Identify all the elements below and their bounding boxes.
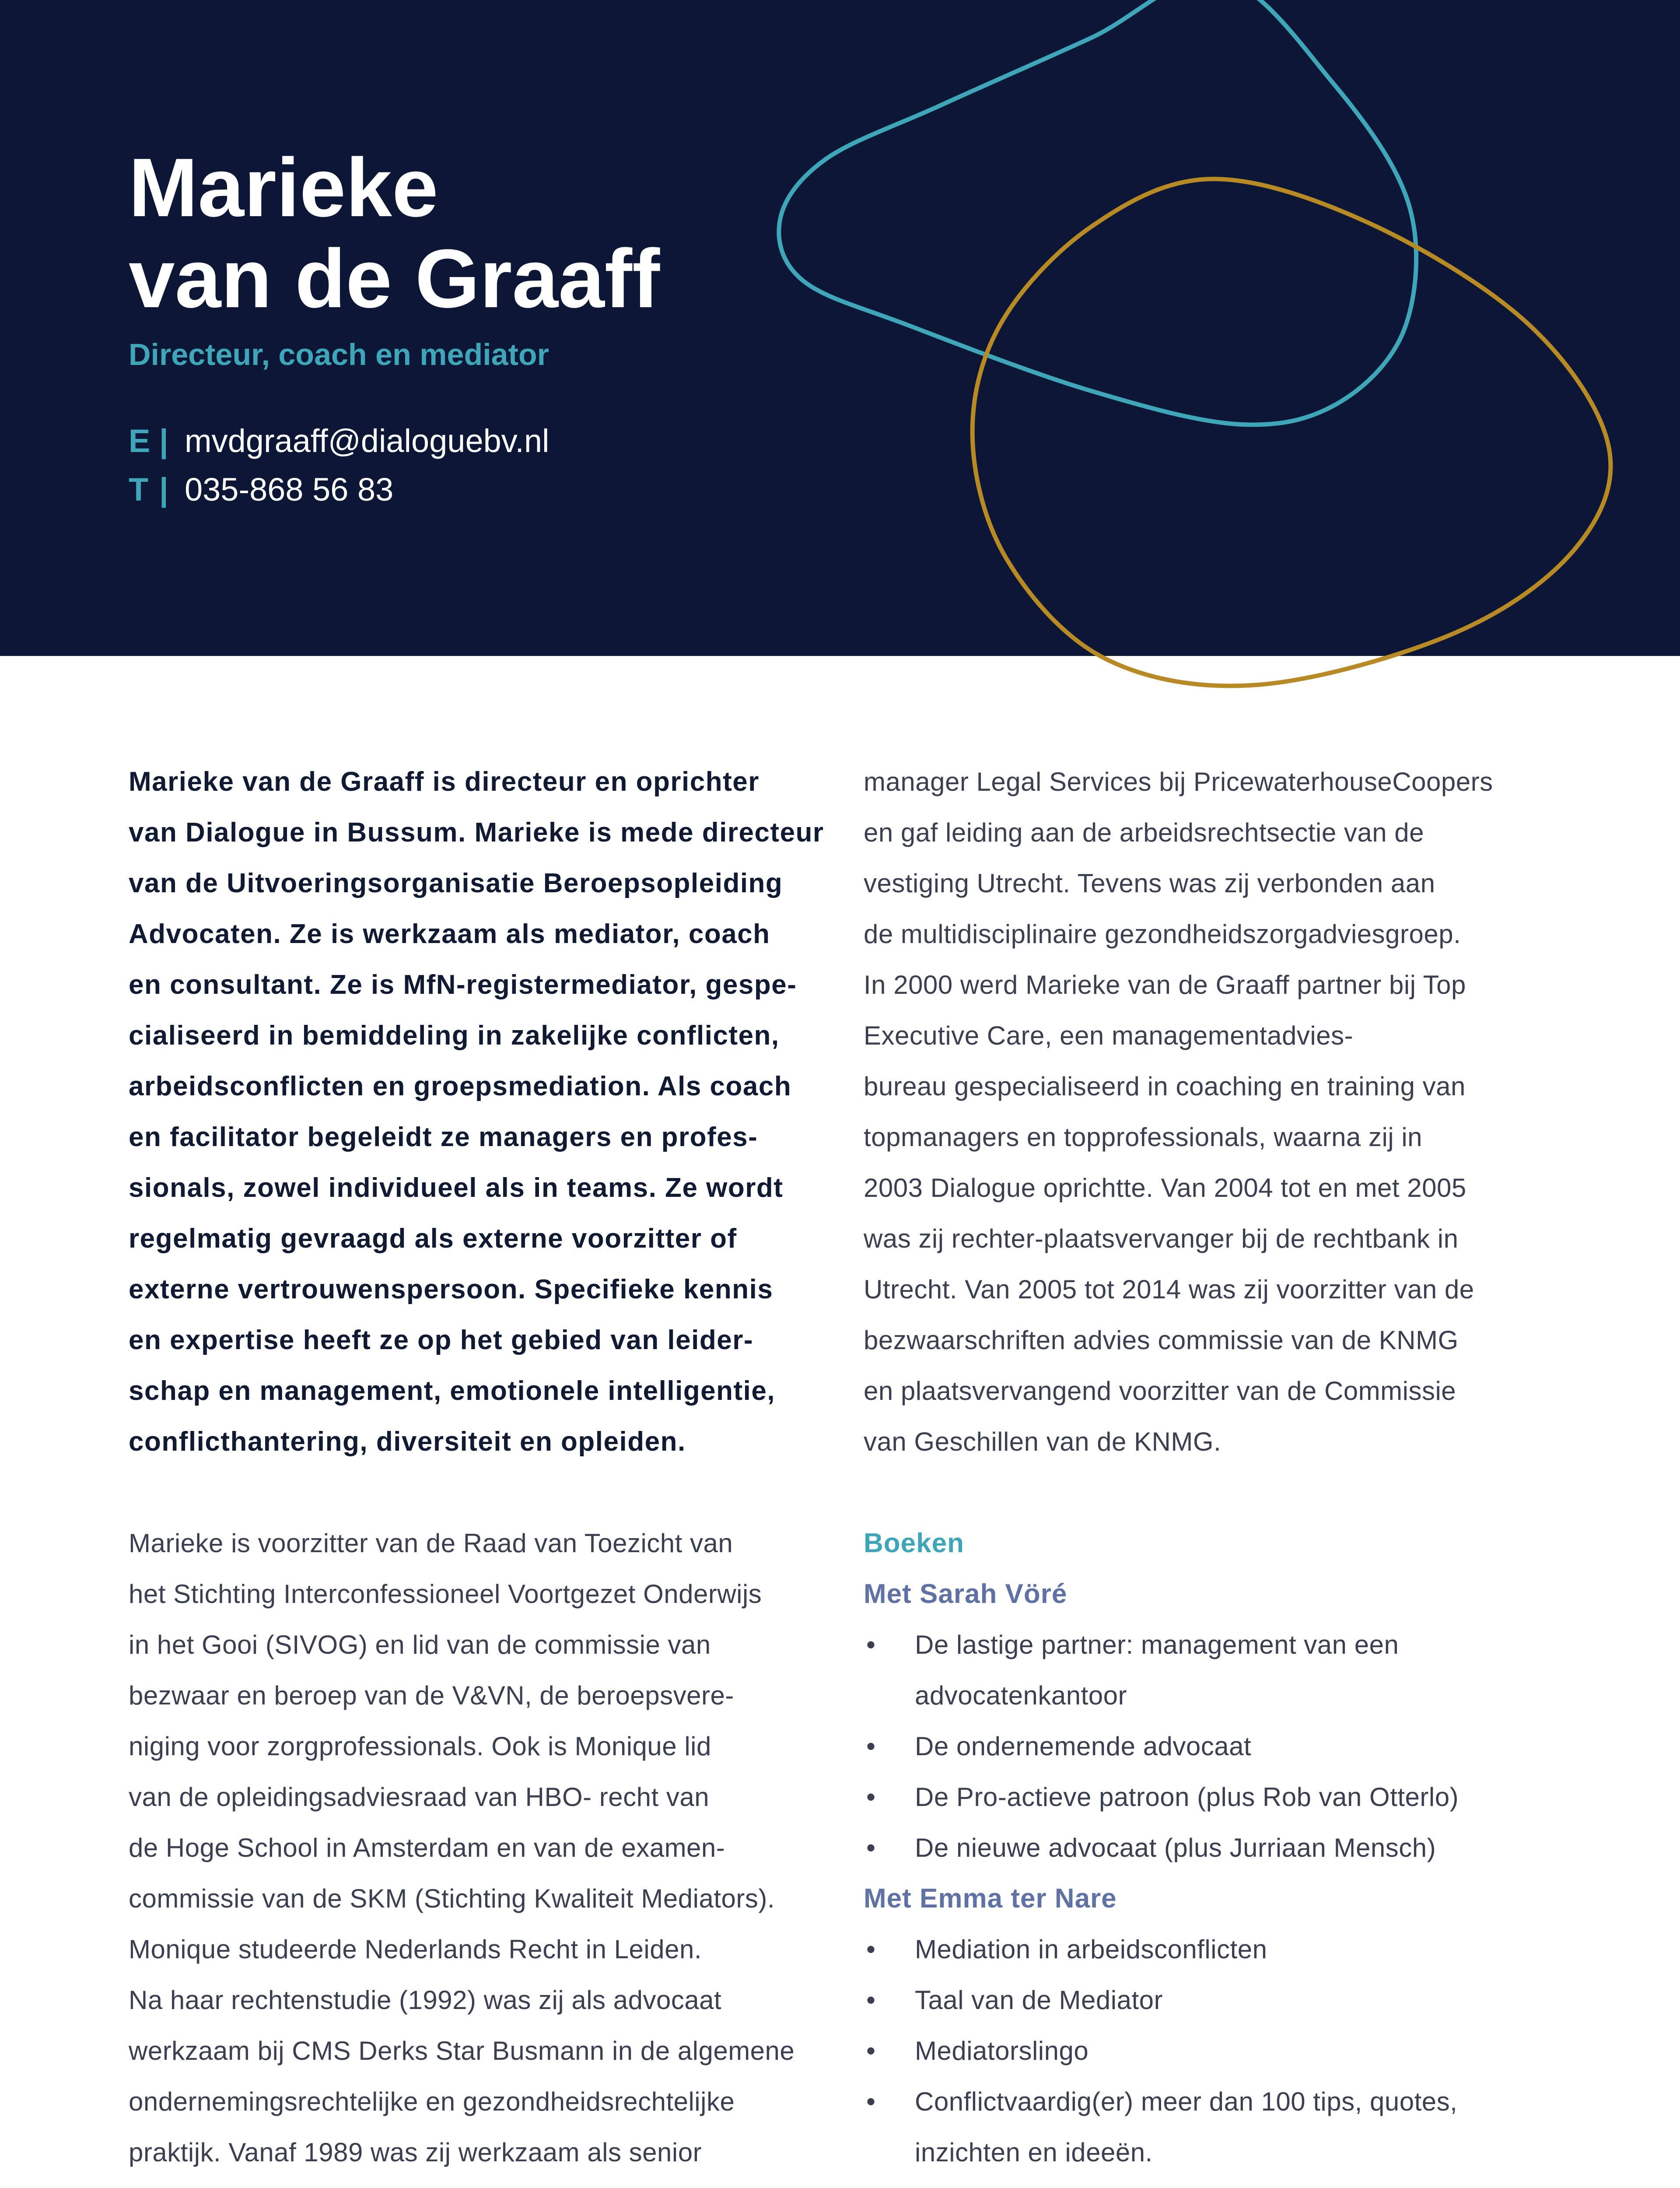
book-title-line: advocatenkantoor [915, 1681, 1127, 1710]
bio-line: topmanagers en topprofessionals, waarna zij in [864, 1122, 1423, 1152]
book-item [864, 1772, 1546, 1823]
book-title-line: inzichten en ideeën. [915, 2138, 1153, 2167]
bio-paragraph-right [864, 757, 1546, 1467]
separator: | [159, 423, 168, 459]
bio-line: vestiging Utrecht. Tevens was zij verbonden aan [864, 869, 1435, 898]
bullet-icon: • [866, 1732, 876, 1761]
intro-line: van de Uitvoeringsorganisatie Beroepsopleiding [129, 868, 783, 898]
books-heading: Boeken [864, 1528, 964, 1558]
bullet-icon: • [866, 1630, 876, 1659]
phone-number: 035-868 56 83 [185, 471, 394, 508]
book-title-line: De Pro-actieve patroon (plus Rob van Otterlo) [915, 1782, 1459, 1812]
contact-block [129, 417, 549, 514]
book-title-line: Mediatorslingo [915, 2036, 1089, 2065]
book-item [864, 1721, 1546, 1772]
book-group-heading: Met Emma ter Nare [864, 1883, 1117, 1914]
bio-line: het Stichting Interconfessioneel Voortgezet Onderwijs [129, 1579, 762, 1609]
book-title-line: Conflictvaardig(er) meer dan 100 tips, quotes, [915, 2087, 1458, 2116]
job-title: Directeur, coach en mediator [129, 337, 549, 372]
bio-line: Na haar rechtenstudie (1992) was zij als advocaat [129, 1985, 722, 2015]
book-title-line: Taal van de Mediator [915, 1985, 1163, 2015]
bullet-icon: • [866, 2036, 876, 2065]
books-section [864, 1518, 1546, 2178]
book-title-line: De nieuwe advocaat (plus Jurriaan Mensch) [915, 1833, 1436, 1862]
bio-line: was zij rechter-plaatsvervanger bij de rechtbank in [864, 1224, 1459, 1253]
bullet-icon: • [866, 1782, 876, 1812]
teal-curve [779, 0, 1416, 425]
bio-line: de multidisciplinaire gezondheidszorgadviesgroep. [864, 919, 1461, 949]
intro-line: Advocaten. Ze is werkzaam als mediator, coach [129, 919, 770, 949]
intro-line: regelmatig gevraagd als externe voorzitter of [129, 1224, 737, 1254]
bio-line: Monique studeerde Nederlands Recht in Leiden. [129, 1935, 702, 1964]
intro-line: cialiseerd in bemiddeling in zakelijke conflicten, [129, 1020, 780, 1051]
intro-paragraph [129, 757, 824, 1467]
phone-label: T [129, 471, 149, 508]
book-item [864, 1924, 1546, 1975]
intro-line: sionals, zowel individueel als in teams. Ze wordt [129, 1173, 784, 1203]
bio-line: en plaatsvervangend voorzitter van de Commissie [864, 1376, 1456, 1406]
bio-line: en gaf leiding aan de arbeidsrechtsectie van de [864, 818, 1424, 847]
bio-line: manager Legal Services bij PricewaterhouseCoopers [864, 767, 1493, 796]
bio-line: Executive Care, een managementadvies- [864, 1021, 1354, 1050]
bullet-icon: • [866, 1833, 876, 1862]
bio-line: praktijk. Vanaf 1989 was zij werkzaam als senior [129, 2138, 702, 2167]
bio-line: bezwaar en beroep van de V&VN, de beroepsvere- [129, 1681, 734, 1710]
bio-line: niging voor zorgprofessionals. Ook is Monique lid [129, 1732, 711, 1761]
intro-line: en consultant. Ze is MfN-registermediator, gespe- [129, 970, 797, 1000]
contact-email-row [129, 417, 549, 465]
book-item [864, 2076, 1546, 2178]
separator: | [159, 471, 168, 508]
person-name [129, 142, 660, 324]
name-line-first: Marieke [129, 141, 438, 234]
bio-line: van de opleidingsadviesraad van HBO- recht van [129, 1782, 710, 1812]
intro-line: arbeidsconflicten en groepsmediation. Als coach [129, 1071, 792, 1101]
bio-line: bureau gespecialiseerd in coaching en training van [864, 1072, 1466, 1101]
intro-line: schap en management, emotionele intelligentie, [129, 1376, 776, 1406]
email-label: E [129, 423, 150, 459]
book-item [864, 2026, 1546, 2076]
bullet-icon: • [866, 1935, 876, 1964]
bullet-icon: • [866, 1985, 876, 2015]
gold-curve [973, 179, 1611, 686]
bullet-icon: • [866, 2087, 876, 2116]
bio-line: Marieke is voorzitter van de Raad van Toezicht van [129, 1529, 733, 1558]
bio-line: In 2000 werd Marieke van de Graaff partner bij Top [864, 970, 1466, 999]
book-item [864, 1620, 1546, 1721]
bio-line: de Hoge School in Amsterdam en van de examen- [129, 1833, 725, 1862]
email-link[interactable]: mvdgraaff@dialoguebv.nl [185, 423, 550, 459]
bio-paragraph-left [129, 1518, 811, 2178]
bio-line: van Geschillen van de KNMG. [864, 1427, 1222, 1456]
contact-phone-row [129, 465, 549, 514]
bio-line: Utrecht. Van 2005 tot 2014 was zij voorzitter van de [864, 1275, 1474, 1304]
book-title-line: De ondernemende advocaat [915, 1732, 1252, 1761]
book-item [864, 1975, 1546, 2026]
book-item [864, 1823, 1546, 1873]
intro-line: Marieke van de Graaff is directeur en oprichter [129, 767, 760, 797]
book-title-line: Mediation in arbeidsconflicten [915, 1935, 1267, 1964]
book-group-heading: Met Sarah Vöré [864, 1579, 1068, 1609]
bio-line: 2003 Dialogue oprichtte. Van 2004 tot en met 2005 [864, 1173, 1466, 1203]
bio-line: commissie van de SKM (Stichting Kwaliteit Mediators). [129, 1884, 775, 1913]
bio-line: bezwaarschriften advies commissie van de KNMG [864, 1325, 1459, 1355]
intro-line: conflicthantering, diversiteit en opleiden. [129, 1427, 686, 1457]
intro-line: externe vertrouwenspersoon. Specifieke kennis [129, 1274, 774, 1304]
intro-line: van Dialogue in Bussum. Marieke is mede directeur [129, 817, 824, 848]
intro-line: en expertise heeft ze op het gebied van leider- [129, 1325, 753, 1355]
book-title-line: De lastige partner: management van een [915, 1630, 1399, 1659]
name-line-second: van de Graaff [129, 232, 660, 325]
bio-line: ondernemingsrechtelijke en gezondheidsrechtelijke [129, 2087, 735, 2116]
bio-line: werkzaam bij CMS Derks Star Busmann in de algemene [129, 2036, 795, 2065]
intro-line: en facilitator begeleidt ze managers en profes- [129, 1122, 758, 1152]
bio-line: in het Gooi (SIVOG) en lid van de commissie van [129, 1630, 711, 1659]
